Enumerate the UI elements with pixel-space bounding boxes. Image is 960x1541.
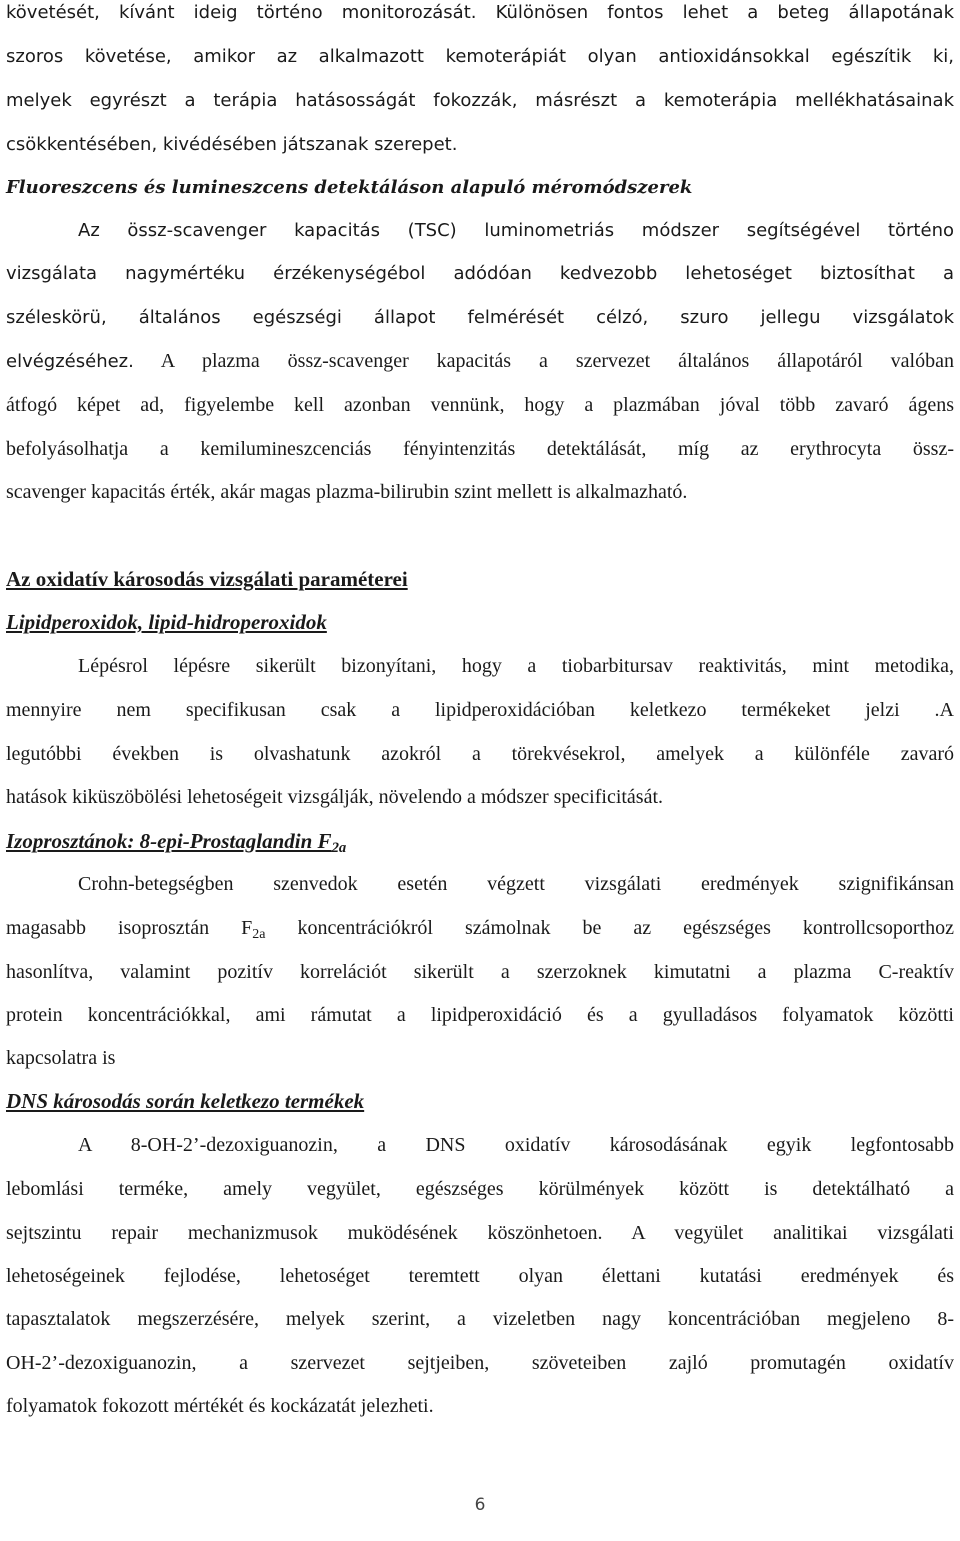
paragraph-line: scavenger kapacitás érték, akár magas plazma-bilirubin szint mellett is alkalmazható. <box>6 481 688 503</box>
subheading-dna: DNS károsodás során keletkezo termékek <box>6 1089 365 1113</box>
paragraph-line: tapasztalatok megszerzésére, melyek szerint, a vizeletben nagy koncentrációban megjeleno 8- <box>6 1308 954 1330</box>
subheading-isoprostane <box>6 828 954 854</box>
paragraph-line: követését, kívánt ideig történo monitorozását. Különösen fontos lehet a beteg állapotának <box>6 2 954 23</box>
paragraph-line: legutóbbi években is olvashatunk azokról a törekvésekrol, amelyek a különféle zavaró <box>6 743 954 765</box>
subscript: 2a <box>331 840 347 856</box>
paragraph-line: kapcsolatra is <box>6 1047 116 1069</box>
paragraph-line: mennyire nem specifikusan csak a lipidperoxidációban keletkezo termékeket jelzi .A <box>6 699 954 721</box>
text-run: koncentrációkról számolnak be az egészséges kontrollcsoporthoz <box>265 917 954 939</box>
paragraph-line: széleskörü, általános egészségi állapot felmérését célzó, szuro jellegu vizsgálatok <box>6 307 954 328</box>
text-run: elvégzéséhez. <box>6 351 134 372</box>
paragraph-line: csökkentésében, kivédésében játszanak szerepet. <box>6 134 458 155</box>
paragraph-line-mixed <box>6 348 954 375</box>
subheading-fluorescence: Fluoreszcens és lumineszcens detektáláson alapuló méromódszerek <box>6 177 693 198</box>
paragraph-line: lehetoségeinek fejlodése, lehetoséget teremtett olyan élettani kutatási eredmények és <box>6 1265 954 1287</box>
paragraph-line: Lépésrol lépésre sikerült bizonyítani, hogy a tiobarbitursav reaktivitás, mint metodika, <box>78 655 954 677</box>
paragraph-line: protein koncentrációkkal, ami rámutat a lipidperoxidáció és a gyulladásos folyamatok közötti <box>6 1004 954 1026</box>
paragraph-line: Az össz-scavenger kapacitás (TSC) luminometriás módszer segítségével történo <box>78 220 954 241</box>
subscript: 2a <box>252 927 266 942</box>
paragraph-line: lebomlási terméke, amely vegyület, egészséges körülmények között is detektálható a <box>6 1178 954 1200</box>
paragraph-line: hasonlítva, valamint pozitív korrelációt sikerült a szerzoknek kimutatni a plazma C-reaktív <box>6 961 954 983</box>
paragraph-line: folyamatok fokozott mértékét és kockázatát jelezheti. <box>6 1395 434 1417</box>
paragraph-line: hatások kiküszöbölési lehetoségeit vizsgálják, növelendo a módszer specificitását. <box>6 786 664 808</box>
subheading-lipid: Lipidperoxidok, lipid-hidroperoxidok <box>6 610 327 634</box>
paragraph-line: Crohn-betegségben szenvedok esetén végzett vizsgálati eredmények szignifikánsan <box>78 873 954 895</box>
text-run: A plazma össz-scavenger kapacitás a szervezet általános állapotáról valóban <box>133 350 954 372</box>
section-title: Az oxidatív károsodás vizsgálati paraméterei <box>6 567 408 591</box>
paragraph-line: befolyásolhatja a kemilumineszcenciás fényintenzitás detektálását, míg az erythrocyta össz- <box>6 438 954 460</box>
paragraph-line: átfogó képet ad, figyelembe kell azonban vennünk, hogy a plazmában jóval több zavaró ágens <box>6 394 954 416</box>
paragraph-line: sejtszintu repair mechanizmusok muködésének köszönhetoen. A vegyület analitikai vizsgálati <box>6 1222 954 1244</box>
paragraph-line: A 8-OH-2’-dezoxiguanozin, a DNS oxidatív károsodásának egyik legfontosabb <box>78 1134 954 1156</box>
paragraph-line: szoros követése, amikor az alkalmazott kemoterápiát olyan antioxidánsokkal egészítik ki, <box>6 46 954 67</box>
paragraph-line: vizsgálata nagymértéku érzékenységébol adódóan kedvezobb lehetoséget biztosíthat a <box>6 263 954 284</box>
text-run: Izoprosztánok: 8-epi-Prostaglandin F <box>6 829 332 853</box>
text-run: magasabb isoprosztán F <box>6 917 253 939</box>
paragraph-line: OH-2’-dezoxiguanozin, a szervezet sejtjeiben, szöveteiben zajló promutagén oxidatív <box>6 1352 954 1374</box>
paragraph-line: melyek egyrészt a terápia hatásosságát fokozzák, másrészt a kemoterápia mellékhatásainak <box>6 90 954 111</box>
paragraph-line-mixed <box>6 915 954 941</box>
page-number: 6 <box>474 1495 486 1515</box>
